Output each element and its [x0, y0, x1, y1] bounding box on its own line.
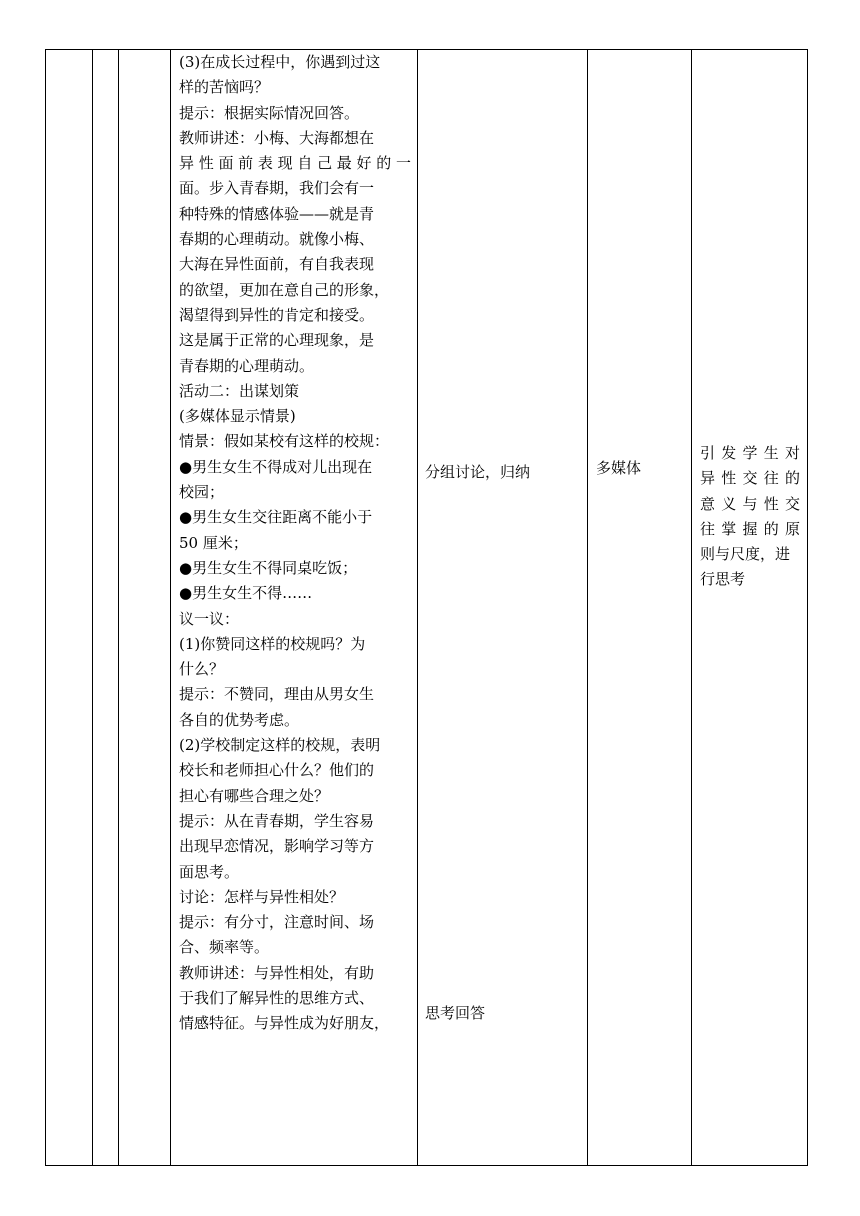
column-border — [118, 49, 119, 1166]
column-border — [807, 49, 808, 1166]
content-line: 校长和老师担心什么？他们的 — [179, 761, 375, 780]
content-line: 提示：有分寸，注意时间、场 — [179, 913, 375, 932]
design-intent-cell — [700, 441, 800, 593]
media-cell: 多媒体 — [596, 459, 642, 477]
column-border — [45, 49, 46, 1166]
content-line: 面思考。 — [179, 862, 240, 881]
content-line: 合、频率等。 — [179, 938, 270, 957]
content-line: ●男生女生不得同桌吃饭； — [179, 558, 358, 577]
content-line: 的欲望，更加在意自己的形象， — [179, 280, 390, 299]
content-line: ●男生女生交往距离不能小于 — [179, 508, 373, 527]
design-intent-line: 异性交往的 — [700, 469, 800, 488]
student-activity-think-answer: 思考回答 — [425, 1004, 486, 1022]
content-line: ●男生女生不得成对儿出现在 — [179, 457, 373, 476]
content-line: (1)你赞同这样的校规吗？为 — [179, 634, 366, 653]
content-line: ●男生女生不得…… — [179, 584, 313, 603]
column-border — [92, 49, 93, 1166]
column-border — [587, 49, 588, 1166]
content-line: 提示：根据实际情况回答。 — [179, 103, 360, 122]
content-line: 教师讲述：小梅、大海都想在 — [179, 128, 375, 147]
content-line: 担心有哪些合理之处？ — [179, 786, 330, 805]
content-line: 议一议： — [179, 609, 240, 628]
content-line: 50 厘米； — [179, 533, 248, 552]
content-line: 活动二：出谋划策 — [179, 381, 300, 400]
content-line: 大海在异性面前，有自我表现 — [179, 255, 375, 274]
table-top-border — [45, 49, 808, 50]
column-border — [691, 49, 692, 1166]
content-line: 校园； — [179, 483, 225, 502]
content-line: 情感特征。与异性成为好朋友， — [179, 1014, 390, 1033]
content-line: 异性面前表现自己最好的一 — [179, 154, 411, 173]
content-line: 情景：假如某校有这样的校规： — [179, 432, 390, 451]
content-line: (2)学校制定这样的校规，表明 — [179, 736, 381, 755]
content-line: 春期的心理萌动。就像小梅、 — [179, 230, 375, 249]
design-intent-line: 意义与性交 — [700, 494, 800, 513]
content-line: 面。步入青春期，我们会有一 — [179, 179, 375, 198]
content-line: 于我们了解异性的思维方式、 — [179, 988, 375, 1007]
design-intent-line: 往掌握的原 — [700, 519, 800, 538]
content-line: 教师讲述：与异性相处，有助 — [179, 963, 375, 982]
column-border — [417, 49, 418, 1166]
content-line: (3)在成长过程中，你遇到过这 — [179, 53, 381, 71]
design-intent-line: 引发学生对 — [700, 444, 800, 462]
content-line: 提示：从在青春期，学生容易 — [179, 811, 375, 830]
content-line: 样的苦恼吗？ — [179, 78, 270, 97]
content-line: 提示：不赞同，理由从男女生 — [179, 685, 375, 704]
content-line: 各自的优势考虑。 — [179, 710, 300, 729]
design-intent-line: 则与尺度，进 — [700, 545, 791, 564]
student-activity-group-discussion: 分组讨论，归纳 — [425, 463, 531, 481]
content-line: 什么？ — [179, 660, 225, 679]
content-line: 种特殊的情感体验——就是青 — [179, 204, 375, 223]
content-line: 这是属于正常的心理现象，是 — [179, 331, 375, 350]
content-line: 出现早恋情况，影响学习等方 — [179, 837, 375, 856]
column-border — [170, 49, 171, 1166]
table-bottom-border — [45, 1165, 808, 1166]
content-line: (多媒体显示情景) — [179, 407, 296, 426]
content-line: 渴望得到异性的肯定和接受。 — [179, 305, 375, 324]
design-intent-line: 行思考 — [700, 570, 746, 589]
content-line: 讨论：怎样与异性相处？ — [179, 887, 345, 906]
content-line: 青春期的心理萌动。 — [179, 356, 315, 375]
teaching-process-cell — [179, 50, 411, 1037]
